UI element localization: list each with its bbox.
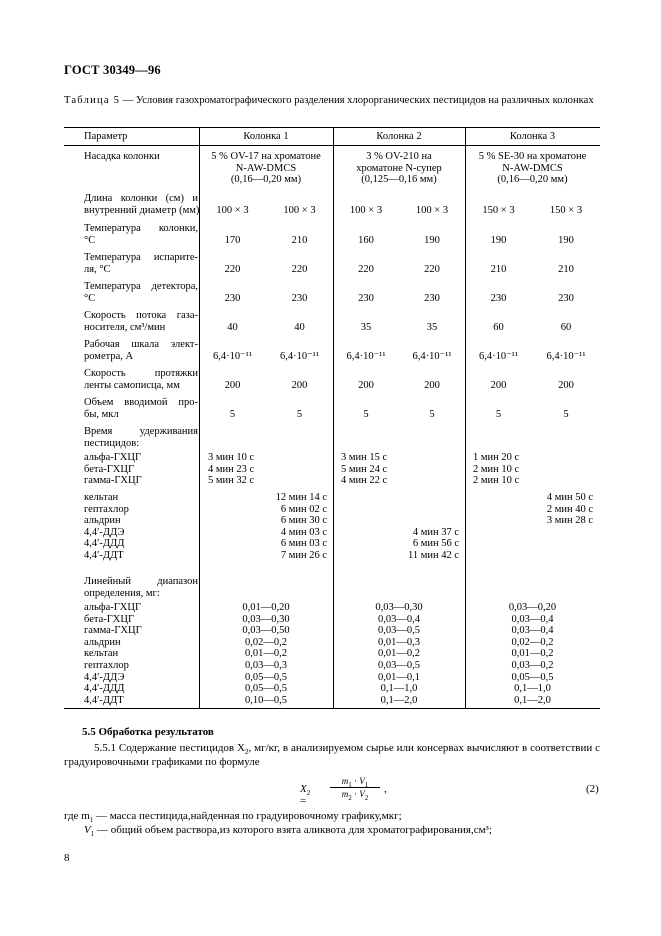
formula-fraction [330,776,380,802]
param-value: 60 [493,321,504,333]
retention-col1-value: 6 мин 30 с [280,515,327,527]
linear-pesticide-name: альдрин [84,636,121,648]
param-label-line1: Температура детектора, [84,281,198,292]
param-value: 100 × 3 [283,204,316,216]
retention-col1-value: 12 мин 14 с [275,492,327,503]
param-value: 6,4·10⁻¹¹ [280,350,319,362]
retention-col1-value: 7 мин 26 с [280,550,327,561]
param-value: 220 [291,263,308,275]
param-value: 170 [224,234,241,246]
linear-col3-value: 0,03—0,4 [511,625,554,637]
formula-denominator: $m_2 \cdot V_2$ [341,789,369,802]
retention-col3-value: 2 мин 10 с [473,475,520,487]
param-value: 220 [424,263,440,275]
retention-col3-value: 2 мин 40 с [546,503,593,515]
param-label-line1: Скорость протяжки [84,368,198,379]
param-value: 35 [360,321,372,333]
packing-col1-line: N-AW-DMCS [235,162,297,174]
linear-col2-value: 0,01—0,3 [378,636,420,648]
linear-col1-value: 0,03—0,50 [242,625,290,637]
retention-col3-value: 4 мин 50 с [546,492,593,503]
retention-col1-value: 6 мин 02 с [280,503,327,515]
param-value: 230 [424,292,440,304]
linear-col1-value: 0,05—0,5 [245,671,287,683]
linear-pesticide-name: 4,4′-ДДТ [84,694,124,706]
param-value: 200 [490,379,507,391]
param-value: 210 [490,263,507,275]
param-value: 6,4·10⁻¹¹ [346,350,386,362]
param-value: 190 [490,234,507,246]
packing-label: Насадка колонки [84,151,160,162]
retention-col2-value: 3 мин 15 с [341,452,388,463]
retention-col2-value: 4 мин 22 с [341,475,388,487]
packing-col3-line: N-AW-DMCS [502,162,563,174]
table-rule-bottom [64,708,600,709]
linear-col3-value: 0,1—1,0 [514,683,551,695]
paragraph-5-5-1-lead: 5.5.1 Содержание пестицидов X [94,742,245,754]
linear-col1-value: 0,05—0,5 [245,683,287,695]
retention-col1-value: 4 мин 23 с [208,463,255,475]
linear-pesticide-name: гамма-ГХЦГ [84,625,142,637]
param-label-line2: рометра, А [84,350,134,362]
linear-col2-value: 0,03—0,5 [378,625,420,637]
table-caption-text: — Условия газохроматографического разделения хлорорганических пестицидов на различных колонках [120,95,594,106]
retention-pesticide-name: гамма-ГХЦГ [84,475,142,487]
param-value: 5 [563,408,569,420]
retention-pesticide-name: альдрин [84,515,121,527]
param-label-line2: ленты самописца, мм [84,379,180,391]
linear-pesticide-name: кельтан [84,648,119,660]
param-value: 5 [429,408,435,420]
linear-col3-value: 0,02—0,2 [511,636,554,648]
section-title: 5.5 Обработка результатов [82,726,214,738]
linear-pesticide-name: 4,4′-ДДД [84,683,125,695]
param-value: 220 [358,263,374,275]
retention-pesticide-name: 4,4′-ДДД [84,538,125,550]
paragraph-5-5-1-sub: 2 [244,748,249,757]
retention-col1-value: 4 мин 03 с [280,526,327,538]
param-value: 6,4·10⁻¹¹ [412,350,452,362]
retention-col2-value: 4 мин 37 с [412,526,459,538]
param-value: 6,4·10⁻¹¹ [213,350,252,362]
retention-pesticide-name: кельтан [84,492,119,503]
formula-number: (2) [586,783,599,795]
packing-col1-line: 5 % OV-17 на хроматоне [211,151,321,162]
linear-col2-value: 0,03—0,4 [378,613,420,625]
paragraph-5-5-1 [64,742,600,769]
retention-col3-value: 1 мин 20 с [473,452,520,463]
linear-col1-value: 0,03—0,30 [242,613,290,625]
paragraph-5-5-1-text: , мг/кг, в анализируемом сырье или консервах вычисляют в соответствии с градуировочными графиками по формуле [64,742,601,768]
linear-col1-value: 0,10—0,5 [245,694,287,706]
packing-col3-line: 5 % SE-30 на хроматоне [478,151,587,162]
linear-col3-value: 0,05—0,5 [511,671,554,683]
param-value: 210 [558,263,574,275]
linear-col3-value: 0,03—0,4 [511,613,554,625]
header-parameter: Параметр [84,131,128,142]
param-value: 100 × 3 [216,204,249,216]
packing-col3-line: (0,16—0,20 мм) [497,174,568,186]
param-value: 200 [558,379,574,391]
param-value: 230 [490,292,507,304]
linear-col2-value: 0,1—1,0 [380,683,418,695]
param-label-line2: внутренний диаметр (мм) [84,204,200,216]
where-v1-text: — общий объем раствора,из которого взята аликвота для хроматографирования,см³; [94,824,492,836]
param-value: 230 [558,292,574,304]
param-value: 200 [224,379,241,391]
param-value: 210 [291,234,308,246]
retention-col1-value: 5 мин 32 с [208,475,255,487]
retention-col2-value: 11 мин 42 с [407,550,459,561]
param-label-line1: Скорость потока газа- [84,310,198,321]
param-label-line2: бы, мкл [84,408,119,420]
param-label-line2: °С [84,292,96,304]
param-label-line1: Рабочая шкала элект- [84,339,198,350]
packing-col2-line: 3 % OV-210 на [366,151,432,162]
param-value: 150 × 3 [482,204,515,216]
param-value: 5 [495,408,502,420]
formula-lhs: $X_2$ = [300,783,311,807]
where-m1-text: — масса пестицида,найденная по градуировочному графику,мкг; [93,810,402,822]
linear-col2-value: 0,1—2,0 [380,694,418,706]
param-label-line2: носителя, см³/мин [84,321,166,333]
linear-range-label-line1: Линейный диапазон [84,576,198,587]
param-value: 200 [358,379,374,391]
linear-pesticide-name: гептахлор [84,660,129,671]
param-label-line1: Температура испарите- [84,252,198,263]
param-value: 40 [294,321,305,333]
param-value: 100 × 3 [415,204,449,216]
param-value: 230 [224,292,241,304]
param-value: 200 [424,379,440,391]
param-value: 35 [426,321,438,333]
formula-numerator: $m_1 \cdot V_1$ [330,776,380,788]
table-caption-lead: Таблица 5 [64,95,121,106]
linear-pesticide-name: бета-ГХЦГ [84,613,135,625]
param-value: 5 [296,408,303,420]
linear-col2-value: 0,03—0,5 [378,660,420,671]
table-rule-header [64,145,600,146]
linear-col2-value: 0,01—0,2 [378,648,420,660]
header-column-1: Колонка 1 [243,131,289,142]
param-value: 200 [291,379,308,391]
linear-col3-value: 0,1—2,0 [514,694,551,706]
where-m1-sub: 1 [89,816,94,825]
table-rule-top [64,127,600,128]
where-m1-lead: где m [64,810,90,822]
linear-col1-value: 0,01—0,2 [245,648,287,660]
param-label-line2: °С [84,234,96,246]
linear-col3-value: 0,01—0,2 [511,648,554,660]
param-value: 190 [558,234,574,246]
where-v1 [84,824,492,838]
retention-pesticide-name: 4,4′-ДДТ [84,550,124,561]
retention-label-line2: пестицидов: [84,437,140,449]
header-column-2: Колонка 2 [376,131,422,142]
linear-col2-value: 0,01—0,1 [378,671,420,683]
packing-col1-line: (0,16—0,20 мм) [230,174,302,186]
param-value: 60 [560,321,572,333]
table-caption [64,95,600,107]
linear-col3-value: 0,03—0,20 [508,602,557,613]
param-label-line1: Температура колонки, [84,223,198,234]
param-value: 5 [363,408,369,420]
packing-col2-line: хроматоне N-супер [356,162,442,174]
param-value: 6,4·10⁻¹¹ [546,350,586,362]
retention-col2-value: 5 мин 24 с [341,463,388,475]
retention-pesticide-name: 4,4′-ДДЭ [84,526,125,538]
document-header: ГОСТ 30349—96 [64,63,161,77]
linear-col2-value: 0,03—0,30 [375,602,423,613]
linear-col1-value: 0,01—0,20 [242,602,290,613]
param-value: 6,4·10⁻¹¹ [479,350,518,362]
retention-pesticide-name: альфа-ГХЦГ [84,452,142,463]
param-value: 100 × 3 [349,204,383,216]
param-value: 190 [424,234,440,246]
retention-col2-value: 6 мин 56 с [412,538,459,550]
linear-pesticide-name: альфа-ГХЦГ [84,602,142,613]
linear-col3-value: 0,03—0,2 [511,660,554,671]
param-value: 40 [227,321,238,333]
linear-col1-value: 0,03—0,3 [245,660,287,671]
linear-col1-value: 0,02—0,2 [245,636,287,648]
header-column-3: Колонка 3 [509,131,556,142]
param-value: 160 [358,234,374,246]
param-value: 220 [224,263,241,275]
retention-col1-value: 6 мин 03 с [280,538,327,550]
param-value: 150 × 3 [549,204,583,216]
param-value: 230 [291,292,308,304]
retention-pesticide-name: гептахлор [84,503,129,515]
param-value: 5 [229,408,236,420]
retention-pesticide-name: бета-ГХЦГ [84,463,135,475]
param-label-line1: Объем вводимой про- [84,397,198,408]
retention-col3-value: 3 мин 28 с [546,515,593,527]
retention-col3-value: 2 мин 10 с [473,463,520,475]
where-v1-sub: 1 [90,830,95,839]
retention-label-line1: Время удерживания [84,426,198,437]
param-label-line2: ля, °С [84,263,111,275]
param-value: 230 [358,292,374,304]
page-number: 8 [64,852,70,864]
where-m1 [64,810,402,824]
formula-comma: , [384,783,387,795]
linear-range-label-line2: определения, мг: [84,587,160,599]
linear-pesticide-name: 4,4′-ДДЭ [84,671,125,683]
retention-col1-value: 3 мин 10 с [208,452,255,463]
packing-col2-line: (0,125—0,16 мм) [361,174,437,186]
param-label-line1: Длина колонки (см) и [84,193,198,204]
where-v1-lead: V [84,824,91,836]
